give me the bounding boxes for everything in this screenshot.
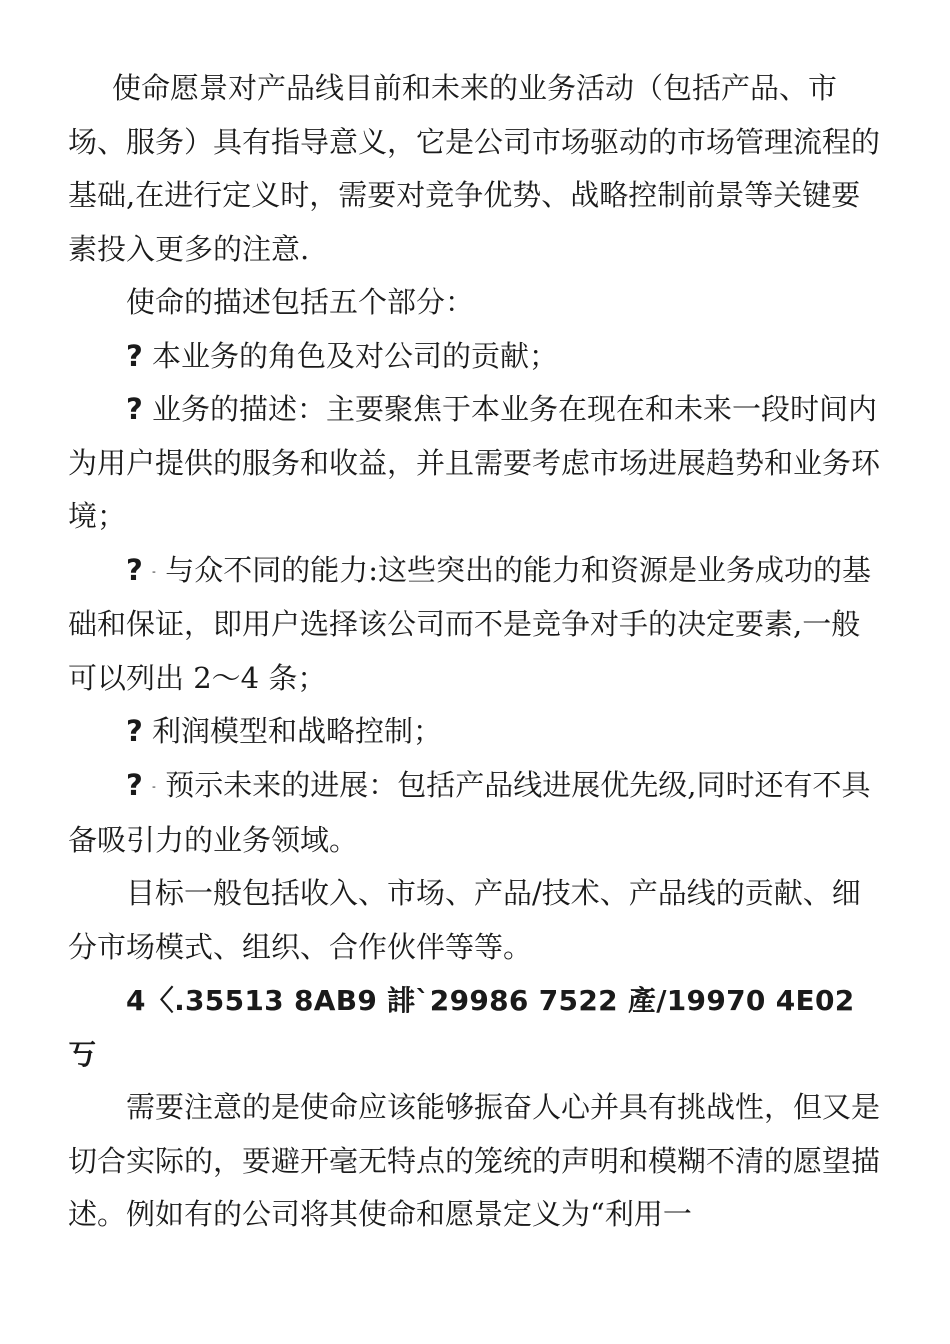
bullet-item-distinct-capability [68,544,880,706]
paragraph-mission-vision: 使命愿景对产品线目前和未来的业务活动（包括产品、市场、服务）具有指导意义，它是公司市场驱动的市场管理流程的基础,在进行定义时，需要对竞争优势、战略控制前景等关键要素投入更多的注意. [68,71,881,266]
document-page [68,62,880,1242]
paragraph-goals: 目标一般包括收入、市场、产品/技术、产品线的贡献、细分市场模式、组织、合作伙伴等等。 [68,876,861,964]
bullet-text: 利润模型和战略控制； [152,714,443,749]
bullet-mark: ? [126,714,143,749]
bullet-text: 业务的描述：主要聚焦于本业务在现在和未来一段时间内为用户提供的服务和收益，并且需要考虑市场进展趋势和业务环境； [68,392,881,533]
paragraph-notes: 需要注意的是使命应该能够振奋人心并具有挑战性，但又是切合实际的，要避开毫无特点的笼统的声明和模糊不清的愿望描述。例如有的公司将其使命和愿景定义为“利用一 [68,1090,881,1231]
bullet-mark: ? [126,767,143,802]
bullet-text: 预示未来的进展：包括产品线进展优先级,同时还有不具备吸引力的业务领域。 [68,767,871,857]
bullet-tick: ˗ [152,779,156,793]
bullet-mark: ? [126,552,143,587]
bullet-item-future-progress [68,759,880,867]
bullet-item-business-description [68,383,880,544]
bullet-tick: ˗ [152,563,156,578]
bullet-item-profit-model [68,705,880,759]
bullet-text: 本业务的角色及对公司的贡献； [152,338,559,373]
bullet-text: 与众不同的能力:这些突出的能力和资源是业务成功的基础和保证，即用户选择该公司而不是竞争对手的决定要素,一般可以列出 2～4 条； [68,552,871,695]
bullet-mark: ? [126,392,143,426]
bullet-mark: ? [126,338,143,373]
paragraph-garbled-codes: 4〈.35513 8AB9 誹`29986 7522 產/19970 4E02 丂 [68,984,855,1071]
paragraph-mission-parts-intro: 使命的描述包括五个部分： [126,285,475,319]
bullet-item-role [68,330,880,384]
